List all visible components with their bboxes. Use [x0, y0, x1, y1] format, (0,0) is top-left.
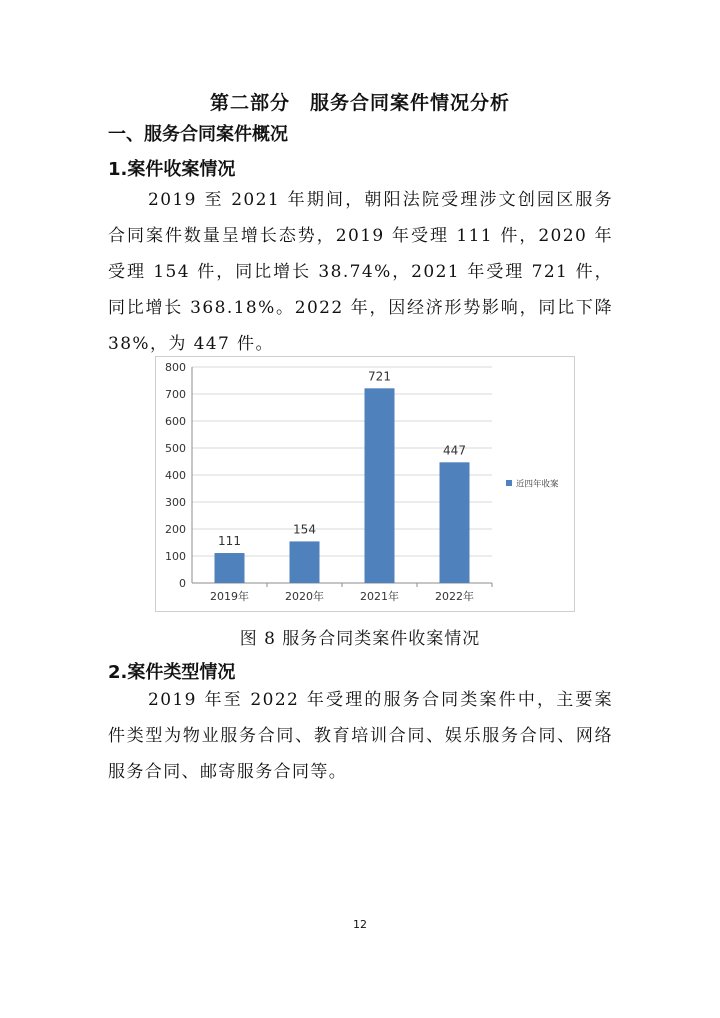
y-tick-label: 700	[165, 388, 186, 401]
y-tick-label: 500	[165, 442, 186, 455]
bar	[215, 553, 245, 583]
data-label: 721	[368, 369, 391, 384]
y-tick-label: 600	[165, 415, 186, 428]
y-tick-label: 400	[165, 469, 186, 482]
section-heading: 一、服务合同案件概况	[108, 124, 288, 145]
x-tick-label: 2020年	[285, 590, 324, 603]
data-label: 154	[293, 522, 316, 537]
y-tick-label: 100	[165, 550, 186, 563]
y-tick-label: 0	[179, 577, 186, 590]
intake-paragraph	[108, 182, 613, 362]
page-number: 12	[353, 918, 367, 931]
bar-chart	[156, 357, 574, 611]
legend-label: 近四年收案	[516, 479, 559, 490]
intake-paragraph-text: 2019 至 2021 年期间，朝阳法院受理涉文创园区服务合同案件数量呈增长态势，2019 年受理 111 件，2020 年受理 154 件，同比增长 38.74%，2021 年受理 721 件，同比增长 368.18%。2022 年，因经济形势影响，同比下降 38%，为 447 件。	[108, 190, 613, 354]
bar	[365, 388, 395, 583]
subsection-heading-intake: 1.案件收案情况	[108, 159, 236, 180]
part-title: 第二部分 服务合同案件情况分析	[209, 92, 510, 114]
bar	[290, 541, 320, 583]
chart-container	[155, 356, 575, 612]
subsection-heading-types: 2.案件类型情况	[108, 662, 236, 683]
bar	[440, 462, 470, 583]
y-tick-label: 300	[165, 496, 186, 509]
x-tick-label: 2021年	[360, 590, 399, 603]
x-tick-label: 2019年	[210, 590, 249, 603]
x-tick-label: 2022年	[435, 590, 474, 603]
figure-caption: 图 8 服务合同类案件收案情况	[239, 629, 481, 649]
data-label: 111	[218, 534, 241, 549]
types-paragraph-text: 2019 年至 2022 年受理的服务合同类案件中，主要案件类型为物业服务合同、教育培训合同、娱乐服务合同、网络服务合同、邮寄服务合同等。	[108, 690, 613, 782]
data-label: 447	[443, 443, 466, 458]
types-paragraph	[108, 682, 613, 790]
legend-swatch	[506, 480, 512, 486]
y-tick-label: 800	[165, 361, 186, 374]
y-tick-label: 200	[165, 523, 186, 536]
